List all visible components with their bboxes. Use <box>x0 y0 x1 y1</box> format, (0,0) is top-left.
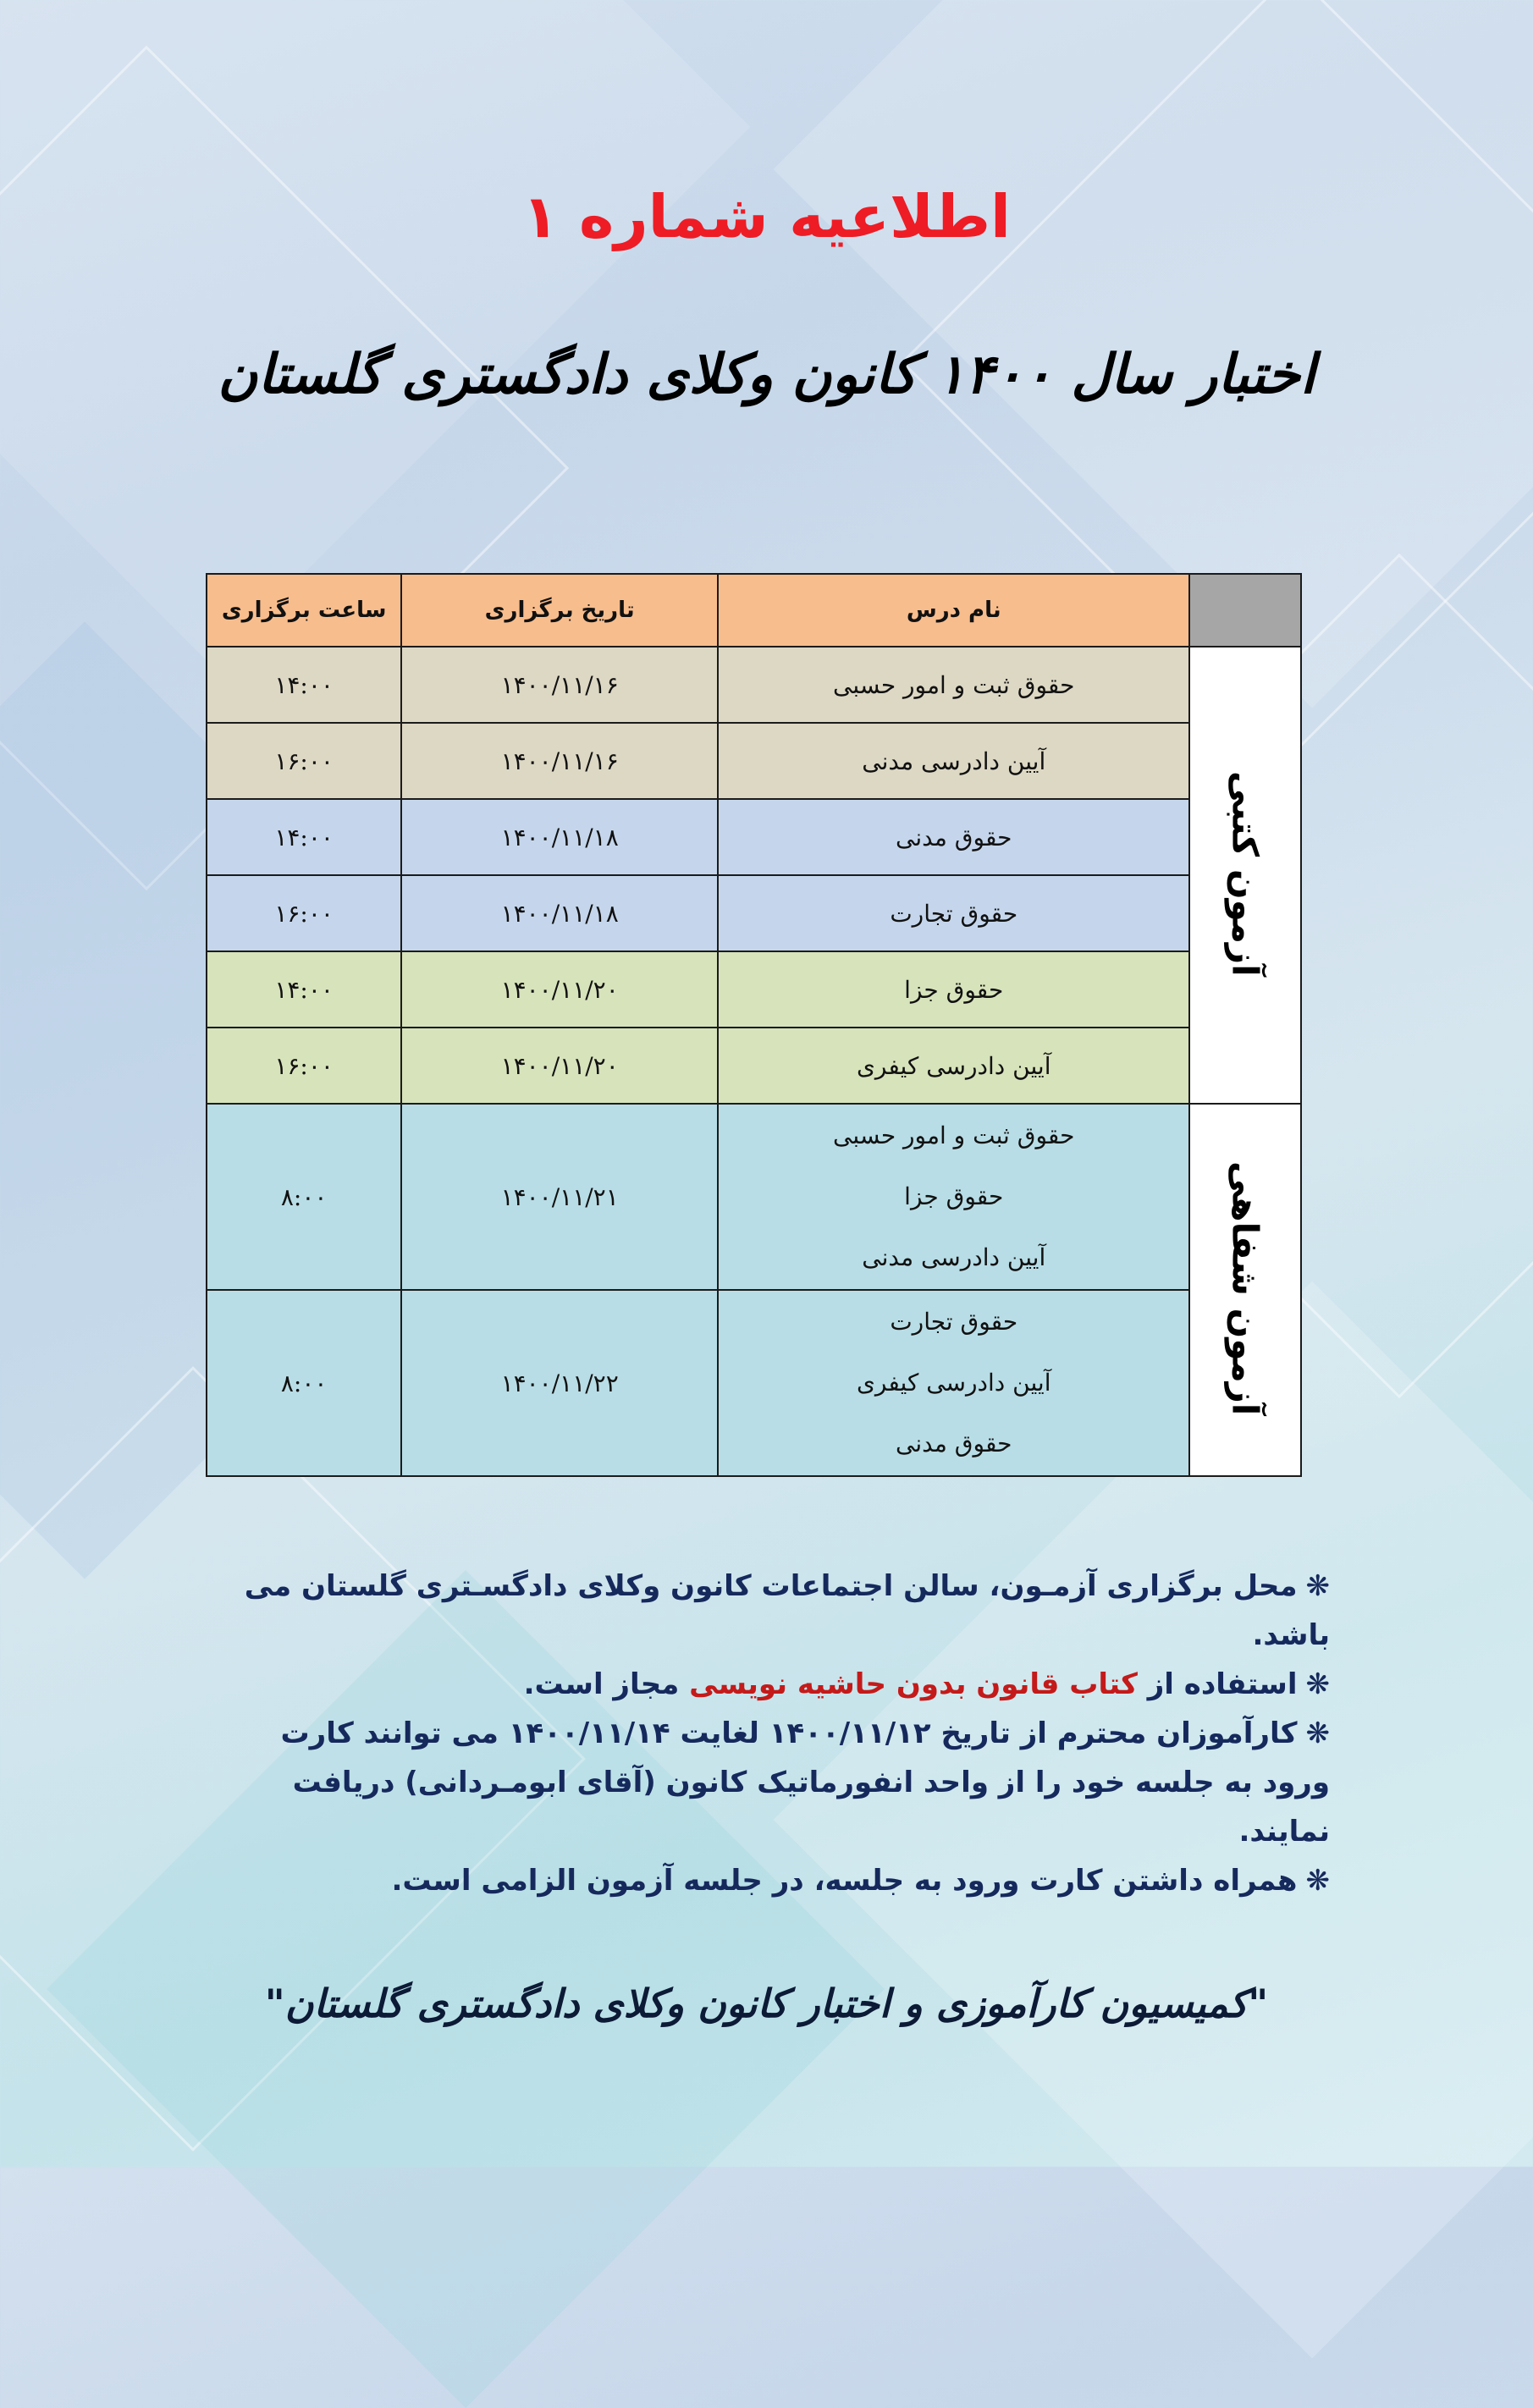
header-course: نام درس <box>718 574 1189 647</box>
course-name: حقوق مدنی <box>896 1430 1012 1457</box>
course-name: حقوق تجارت <box>890 899 1018 928</box>
asterisk-bullet-icon: ❋ <box>1305 1864 1330 1898</box>
table-row <box>207 1290 1301 1476</box>
course-cell <box>718 875 1189 951</box>
table-header-row <box>207 574 1301 647</box>
note-text: مجاز است. <box>523 1667 690 1701</box>
note-text: همراه داشتن کارت ورود به جلسه، در جلسه آزمون الزامی است. <box>391 1864 1298 1898</box>
date-cell: ۱۴۰۰/۱۱/۱۶ <box>401 723 718 799</box>
time-cell: ۱۶:۰۰ <box>207 723 401 799</box>
asterisk-bullet-icon: ❋ <box>1305 1569 1330 1603</box>
table-row <box>207 799 1301 875</box>
note-text: کارآموزان محترم از تاریخ ۱۴۰۰/۱۱/۱۲ لغایت ۱۴۰۰/۱۱/۱۴ می توانند کارت ورود به جلسه خود را از واحد انفورماتیک کانون (آقای ابومـردانی) دریافت نمایند. <box>280 1716 1330 1849</box>
time-cell: ۱۴:۰۰ <box>207 951 401 1028</box>
course-cell <box>718 1104 1189 1290</box>
note-text: محل برگزاری آزمـون، سالن اجتماعات کانون وکلای دادگسـتری گلستان می باشد. <box>244 1569 1330 1652</box>
note-item <box>212 1660 1330 1709</box>
course-name: حقوق جزا <box>904 1182 1004 1210</box>
asterisk-bullet-icon: ❋ <box>1305 1716 1330 1750</box>
note-highlight-text: کتاب قانون بدون حاشیه نویسی <box>689 1667 1138 1701</box>
exam-schedule-table <box>206 573 1302 1477</box>
note-item <box>212 1709 1330 1856</box>
asterisk-bullet-icon: ❋ <box>1305 1667 1330 1701</box>
course-name: حقوق ثبت و امور حسبی <box>833 1121 1075 1149</box>
table-row <box>207 1028 1301 1104</box>
date-cell: ۱۴۰۰/۱۱/۱۶ <box>401 647 718 723</box>
page-subtitle: اختبار سال ۱۴۰۰ کانون وکلای دادگستری گلستان <box>218 343 1315 406</box>
exam-type-label: آزمون شفاهی <box>1224 1160 1266 1416</box>
note-item <box>212 1562 1330 1660</box>
course-cell <box>718 1028 1189 1104</box>
table-row <box>207 875 1301 951</box>
course-name: آیین دادرسی کیفری <box>856 1051 1051 1080</box>
table-row <box>207 951 1301 1028</box>
time-cell: ۱۴:۰۰ <box>207 799 401 875</box>
date-cell: ۱۴۰۰/۱۱/۱۸ <box>401 799 718 875</box>
exam-type-cell <box>1189 647 1301 1104</box>
course-cell <box>718 951 1189 1028</box>
time-cell: ۱۶:۰۰ <box>207 1028 401 1104</box>
date-cell: ۱۴۰۰/۱۱/۲۰ <box>401 1028 718 1104</box>
page-title: اطلاعیه شماره ۱ <box>521 182 1012 251</box>
header-corner-cell <box>1189 574 1301 647</box>
course-name: حقوق تجارت <box>890 1308 1018 1336</box>
course-name: حقوق جزا <box>904 975 1004 1004</box>
table-row <box>207 1104 1301 1290</box>
course-name: آیین دادرسی کیفری <box>856 1369 1051 1397</box>
course-name: آیین دادرسی مدنی <box>862 747 1046 775</box>
date-cell: ۱۴۰۰/۱۱/۱۸ <box>401 875 718 951</box>
course-cell <box>718 799 1189 875</box>
exam-type-label: آزمون کتبی <box>1224 770 1266 977</box>
header-date: تاریخ برگزاری <box>401 574 718 647</box>
course-cell <box>718 723 1189 799</box>
course-name: حقوق مدنی <box>896 823 1012 851</box>
time-cell: ۱۶:۰۰ <box>207 875 401 951</box>
date-cell: ۱۴۰۰/۱۱/۲۲ <box>401 1290 718 1476</box>
footer-signature: "کمیسیون کارآموزی و اختبار کانون وکلای دادگستری گلستان" <box>264 1981 1269 2026</box>
course-name: آیین دادرسی مدنی <box>862 1243 1046 1271</box>
course-cell <box>718 1290 1189 1476</box>
time-cell: ۱۴:۰۰ <box>207 647 401 723</box>
table-row <box>207 647 1301 723</box>
exam-type-cell <box>1189 1104 1301 1476</box>
time-cell: ۸:۰۰ <box>207 1290 401 1476</box>
table-row <box>207 723 1301 799</box>
course-cell <box>718 647 1189 723</box>
note-text: استفاده از <box>1137 1667 1298 1701</box>
date-cell: ۱۴۰۰/۱۱/۲۰ <box>401 951 718 1028</box>
table-body <box>207 647 1301 1476</box>
time-cell: ۸:۰۰ <box>207 1104 401 1290</box>
date-cell: ۱۴۰۰/۱۱/۲۱ <box>401 1104 718 1290</box>
notes-section <box>212 1562 1330 1905</box>
course-name: حقوق ثبت و امور حسبی <box>833 670 1075 699</box>
header-time: ساعت برگزاری <box>207 574 401 647</box>
note-item <box>212 1856 1330 1905</box>
